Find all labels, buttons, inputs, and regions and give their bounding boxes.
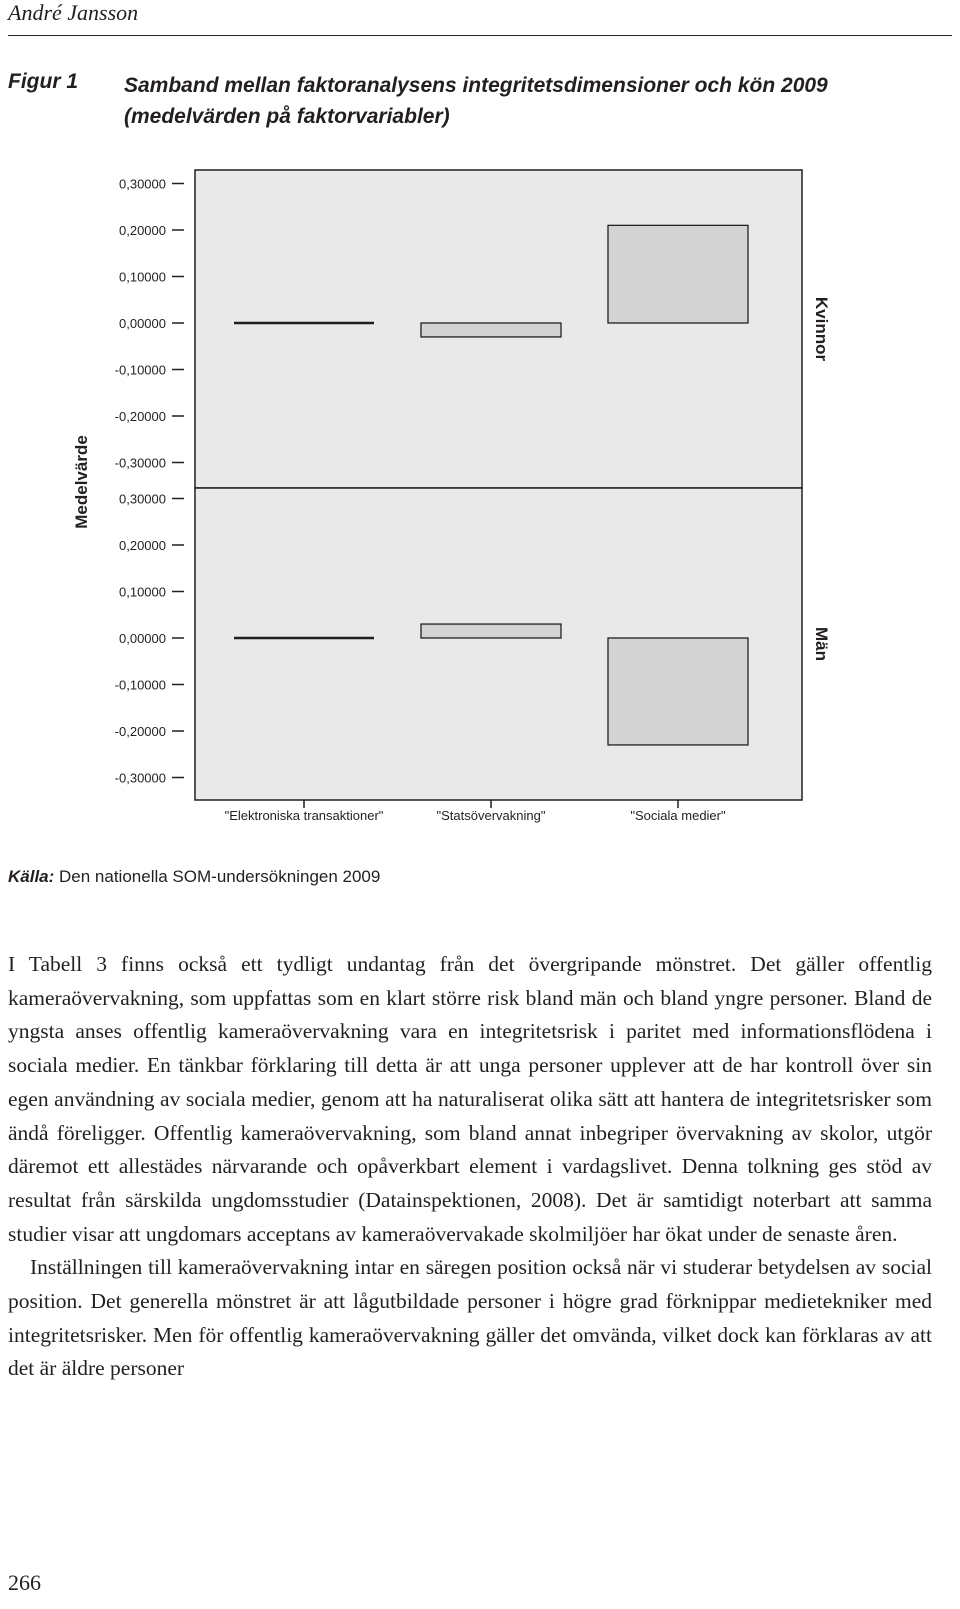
bar xyxy=(421,624,561,638)
y-tick-label: 0,20000 xyxy=(119,538,166,553)
source-text: Den nationella SOM-undersökningen 2009 xyxy=(54,867,381,886)
y-tick-label: -0,10000 xyxy=(114,362,166,378)
y-tick-label: 0,10000 xyxy=(119,584,166,600)
panel-label: Kvinnor xyxy=(812,296,831,362)
y-tick-label: -0,30000 xyxy=(114,770,166,786)
bar xyxy=(608,225,748,323)
panel-label: Män xyxy=(812,627,831,661)
y-axis-label: Medelvärde xyxy=(72,435,91,529)
y-tick-label: -0,10000 xyxy=(114,677,166,693)
figure-title: Samband mellan faktoranalysens integritetsdimensioner och kön 2009 (medelvärden på faktorvariabler) xyxy=(124,74,828,128)
x-tick-label: "Sociala medier" xyxy=(630,808,726,823)
y-tick-label: 0,30000 xyxy=(119,176,166,192)
y-tick-label: -0,30000 xyxy=(114,455,166,471)
body-text xyxy=(8,948,932,1386)
source-label: Källa: xyxy=(8,867,55,886)
y-tick-label: 0,20000 xyxy=(119,223,166,238)
y-tick-label: 0,10000 xyxy=(119,269,166,285)
y-tick-label: 0,00000 xyxy=(119,631,166,646)
figure-label: Figur 1 xyxy=(8,70,79,93)
x-tick-label: "Elektroniska transaktioner" xyxy=(224,808,384,823)
bar xyxy=(608,638,748,745)
y-tick-label: -0,20000 xyxy=(114,724,166,739)
y-tick-label: 0,30000 xyxy=(119,491,166,507)
bar xyxy=(421,323,561,337)
figure-source xyxy=(8,867,380,887)
body-paragraph: Inställningen till kameraövervakning intar en säregen position också när vi studerar betydelsen av social position. Det generella mönstret är att lågutbildade personer i högre grad förknippar medietekniker med integritetsrisker. Men för offentlig kameraövervakning gäller det omvända, vilket dock kan förklaras av att det är äldre personer xyxy=(8,1255,932,1381)
y-tick-label: 0,00000 xyxy=(119,316,166,331)
page-number: 266 xyxy=(8,1570,41,1595)
y-tick-label: -0,20000 xyxy=(114,409,166,424)
body-paragraph: I Tabell 3 finns också ett tydligt undantag från det övergripande mönstret. Det gäller offentlig kameraövervakning, som uppfattas som en klart större risk bland män och bland yngre personer. Bland de yngsta anses offentlig kameraövervakning vara en integritetsrisk i paritet med informationsflödena i sociala medier. En tänkbar förklaring till detta är att unga personer upplever att de har kontroll över sin egen användning av sociala medier, genom att ha naturaliserat olika sätt att hantera de integritetsrisker som ändå föreligger. Offentlig kameraövervakning, som bland annat inbegriper övervakning av skolor, utgör däremot ett allestädes närvarande och opåverkbart element i vardagslivet. Denna tolkning ges stöd av resultat från särskilda ungdomsstudier (Datainspektionen, 2008). Det är samtidigt noterbart att samma studier visar att ungdomars acceptans av kameraövervakade skolmiljöer har ökat under de senaste åren. xyxy=(8,952,932,1246)
x-tick-label: "Statsövervakning" xyxy=(436,808,546,823)
running-head: André Jansson xyxy=(8,0,139,25)
